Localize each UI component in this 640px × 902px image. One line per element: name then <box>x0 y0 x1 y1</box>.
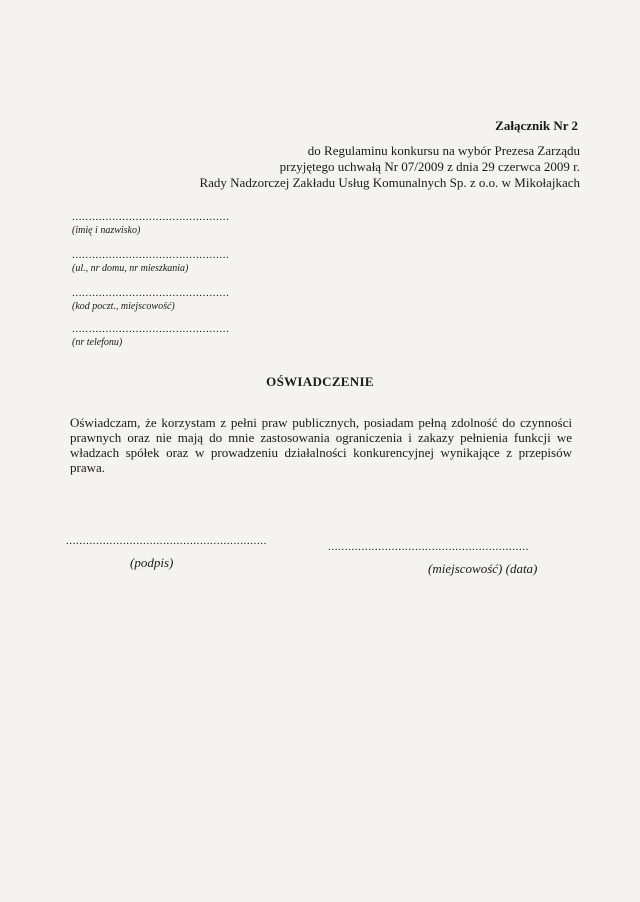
header-line-3: Rady Nadzorczej Zakładu Usług Komunalnych Sp. z o.o. w Mikołajkach <box>199 175 580 190</box>
header-line-2: przyjętego uchwałą Nr 07/2009 z dnia 29 czerwca 2009 r. <box>279 159 580 174</box>
name-field-caption: (imię i nazwisko) <box>72 225 141 236</box>
header-block <box>199 143 580 191</box>
phone-field <box>72 324 242 348</box>
postal-field-caption: (kod poczt., miejscowość) <box>72 301 175 312</box>
attachment-label: Załącznik Nr 2 <box>495 118 578 133</box>
postal-field <box>72 288 242 312</box>
name-field <box>72 212 242 236</box>
place-date-dotted-line: ............................................................ <box>328 542 529 553</box>
signature-block <box>66 536 282 571</box>
phone-field-caption: (nr telefonu) <box>72 337 123 348</box>
place-date-block <box>328 542 544 577</box>
address-field-caption: (ul., nr domu, nr mieszkania) <box>72 263 189 274</box>
phone-field-dotted-line: ............................................... <box>72 324 230 335</box>
signature-dotted-line: ............................................................ <box>66 536 267 547</box>
place-date-caption: (miejscowość) (data) <box>428 561 538 576</box>
address-field-dotted-line: ............................................... <box>72 250 230 261</box>
address-field <box>72 250 242 274</box>
postal-field-dotted-line: ............................................... <box>72 288 230 299</box>
signature-caption: (podpis) <box>130 555 174 570</box>
header-line-1: do Regulaminu konkursu na wybór Prezesa Zarządu <box>307 143 580 158</box>
declaration-body: Oświadczam, że korzystam z pełni praw publicznych, posiadam pełną zdolność do czynności prawnych oraz nie mają do mnie zastosowania ograniczenia i zakazy pełnienia funkcji we władzach spółek oraz w prowadzeniu działalności konkurencyjnej wynikające z przepisów prawa. <box>70 415 572 475</box>
document-title: OŚWIADCZENIE <box>266 374 374 389</box>
name-field-dotted-line: ............................................... <box>72 212 230 223</box>
